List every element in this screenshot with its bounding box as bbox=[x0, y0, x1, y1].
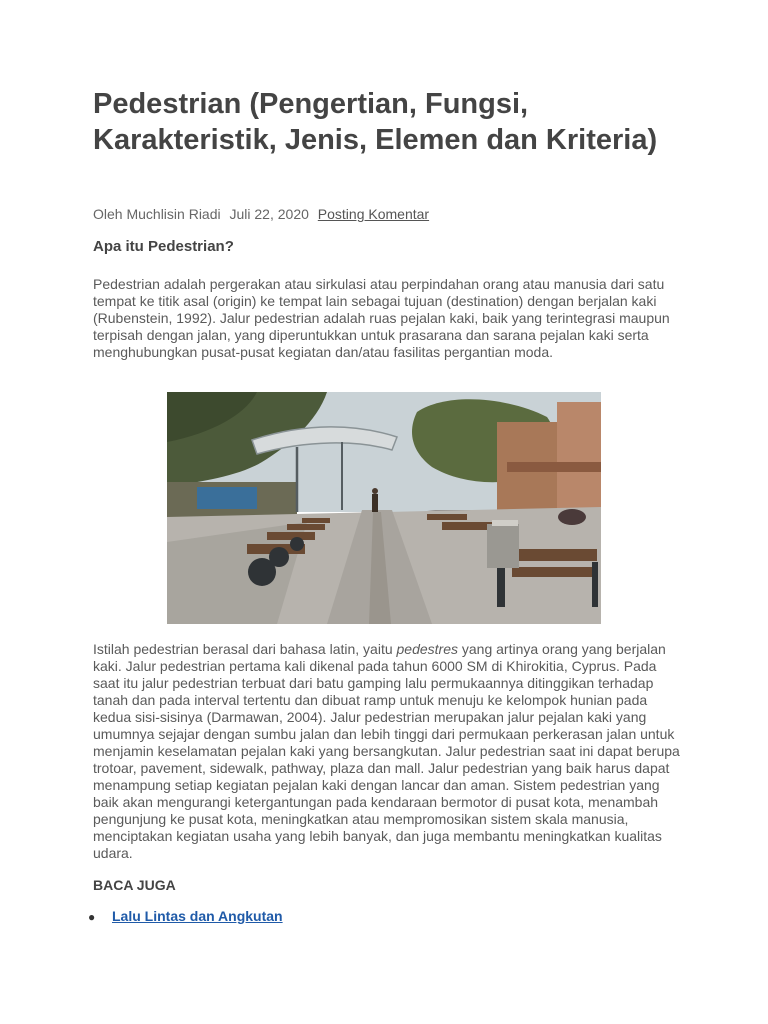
paragraph-definition: Pedestrian adalah pergerakan atau sirkulasi atau perpindahan orang atau manusia dari satu tempat ke titik asal (origin) ke tempat lain sebagai tujuan (destination) dengan berjalan kaki (Rubenstein, 1992). Jalur pedestrian adalah ruas pejalan kaki, baik yang terintegrasi maupun terpisah dengan jalan, yang diperuntukkan untuk prasarana dan sarana pejalan kaki serta menghubungkan pusat-pusat kegiatan dan/atau fasilitas pergantian moda. bbox=[93, 276, 670, 360]
related-links-list bbox=[88, 907, 283, 926]
bullet-icon: ● bbox=[88, 910, 96, 924]
comment-link[interactable]: Posting Komentar bbox=[317, 206, 430, 222]
list-item bbox=[88, 907, 283, 926]
pedestrian-street-photo bbox=[167, 392, 601, 624]
publish-date: Juli 22, 2020 bbox=[229, 206, 309, 222]
article-meta bbox=[93, 206, 429, 222]
related-link[interactable]: Lalu Lintas dan Angkutan bbox=[112, 908, 283, 924]
section-heading: Apa itu Pedestrian? bbox=[93, 238, 234, 255]
paragraph-history-text-1: Istilah pedestrian berasal dari bahasa latin, yaitu bbox=[93, 641, 397, 657]
latin-term: pedestres bbox=[396, 641, 458, 657]
author-name: Oleh Muchlisin Riadi bbox=[93, 206, 221, 222]
paragraph-history-text-2: yang artinya orang yang berjalan kaki. Jalur pedestrian pertama kali dikenal pada tahun 6000 SM di Khirokitia, Cyprus. Pada saat itu jalur pedestrian terbuat dari batu gamping lalu permukaannya ditinggikan terhadap tanah dan pada interval tertentu dan dibuat ramp untuk menuju ke kelompok hunian pada kedua sisi-sisinya (Darmawan, 2004). Jalur pedestrian merupakan jalur pejalan kaki yang umumnya sejajar dengan sumbu jalan dan lebih tinggi dari permukaan perkerasan jalan untuk menjamin keselamatan pejalan kaki yang bersangkutan. Jalur pedestrian saat ini dapat berupa trotoar, pavement, sidewalk, pathway, plaza dan mall. Jalur pedestrian yang baik harus dapat menampung setiap kegiatan pejalan kaki dengan lancar dan aman. Sistem pedestrian yang baik akan mengurangi ketergantungan pada kendaraan bermotor di pusat kota, menambah pengunjung ke pusat kota, meningkatkan atau mempromosikan sistem skala manusia, menciptakan kegiatan usaha yang lebih banyak, dan juga membantu meningkatkan kualitas udara. bbox=[93, 641, 680, 861]
related-heading: BACA JUGA bbox=[93, 877, 176, 893]
paragraph-history bbox=[93, 641, 683, 862]
article-title: Pedestrian (Pengertian, Fungsi, Karakteristik, Jenis, Elemen dan Kriteria) bbox=[93, 88, 658, 156]
